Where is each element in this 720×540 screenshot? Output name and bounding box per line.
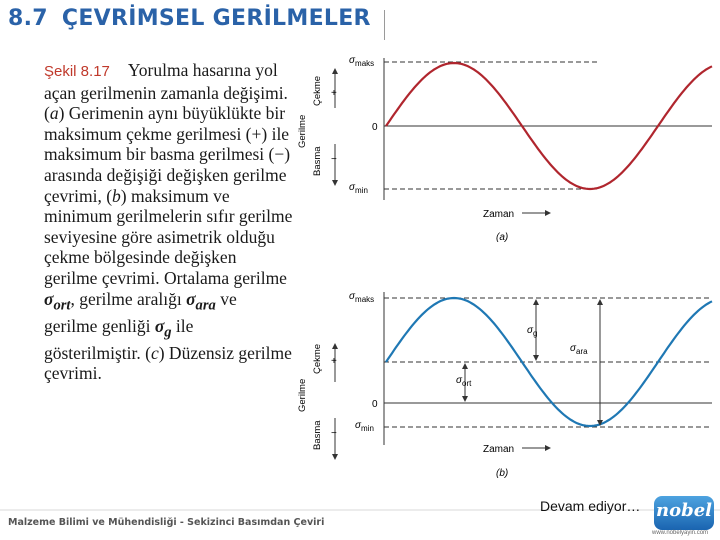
down-arrow-icon — [533, 355, 539, 361]
graph-b-sigma-min: $\sigma_{min}$ — [355, 420, 374, 433]
section-title: ÇEVRİMSEL GERİLMELER — [61, 6, 371, 31]
graph-b-sigma-g: $\sigma_g$ — [527, 325, 538, 338]
graph-a — [297, 55, 712, 243]
caption-text: c — [150, 342, 159, 363]
down-arrow-icon — [462, 396, 468, 402]
caption-subscript: g — [164, 324, 172, 341]
caption-text: , gerilme aralığı — [70, 288, 187, 309]
section-number: 8.7 — [8, 6, 48, 31]
graph-a-minus: − — [331, 154, 337, 165]
caption-text: b — [112, 185, 121, 206]
graph-b-label: (b) — [496, 468, 509, 479]
graph-a-y-label: Gerilme — [297, 114, 308, 148]
graph-b — [297, 291, 712, 479]
graph-b-sigma-ort: $\sigma_{ort}$ — [456, 375, 472, 388]
graph-b-plus: + — [331, 356, 337, 367]
graph-b-compression-label: Basma — [312, 420, 323, 450]
caption-symbol: σ — [186, 288, 196, 309]
graph-a-sigma-max: $\sigma_{maks}$ — [349, 55, 375, 68]
caption-text: ) maksimum ve minimum gerilmelerin sıfır gerilme seviyesine göre asimetrik olduğu çekme bölgesinde değişken gerilme çevrimi. Ortalama gerilme — [44, 185, 293, 288]
caption-subscript: ara — [195, 297, 216, 314]
graph-a-sigma-min: $\sigma_{min}$ — [349, 182, 368, 195]
down-arrow-icon — [332, 180, 338, 186]
graph-b-tension-label: Çekme — [312, 343, 323, 374]
caption-text: Yorulma hasarına yol açan gerilmenin zamanla değişimi. ( — [44, 60, 288, 124]
continue-label: Devam ediyor… — [540, 498, 641, 514]
graph-a-compression-label: Basma — [312, 146, 323, 176]
footer-book-title: Malzeme Bilimi ve Mühendisliği - Sekizinci Basımdan Çeviri — [8, 517, 325, 528]
graph-b-zero-label: 0 — [372, 399, 378, 410]
graph-b-x-label: Zaman — [483, 444, 515, 455]
publisher-logo: nobel — [654, 496, 714, 530]
graph-b-minus: − — [331, 428, 337, 439]
up-arrow-icon — [597, 299, 603, 305]
caption-subscript: ort — [53, 297, 71, 314]
caption-text: ) Gerimenin aynı büyüklükte bir maksimum çekme gerilmesi (+) ile maksimum bir basma gerilmesi (−) arasında değişiği değişken gerilme çevrimi, ( — [44, 103, 291, 206]
graph-b-sigma-ara: $\sigma_{ara}$ — [570, 343, 588, 356]
publisher-url: www.nobelyayin.com — [652, 530, 709, 536]
caption-symbol: σ — [154, 315, 165, 336]
graph-a-plus: + — [331, 88, 337, 99]
up-arrow-icon — [332, 68, 338, 74]
graph-a-zero-label: 0 — [372, 122, 378, 133]
graph-a-tension-label: Çekme — [312, 75, 323, 106]
down-arrow-icon — [332, 454, 338, 460]
graph-b-sigma-max: $\sigma_{maks}$ — [349, 291, 375, 304]
caption-symbol: σ — [44, 288, 54, 309]
caption-text: a — [49, 103, 59, 124]
graph-a-label: (a) — [496, 232, 509, 243]
up-arrow-icon — [533, 299, 539, 305]
caption-text: ile gösterilmiştir. ( — [44, 315, 194, 363]
graph-a-x-label: Zaman — [483, 209, 515, 220]
right-arrow-icon — [545, 210, 551, 216]
right-arrow-icon — [545, 445, 551, 451]
caption-text: ve gerilme genliği — [44, 288, 237, 336]
figure-label: Şekil 8.17 — [44, 63, 110, 80]
up-arrow-icon — [462, 363, 468, 369]
caption-text: ) Düzensiz gerilme çevrimi. — [44, 342, 292, 384]
graph-b-y-label: Gerilme — [297, 378, 308, 412]
up-arrow-icon — [332, 343, 338, 349]
